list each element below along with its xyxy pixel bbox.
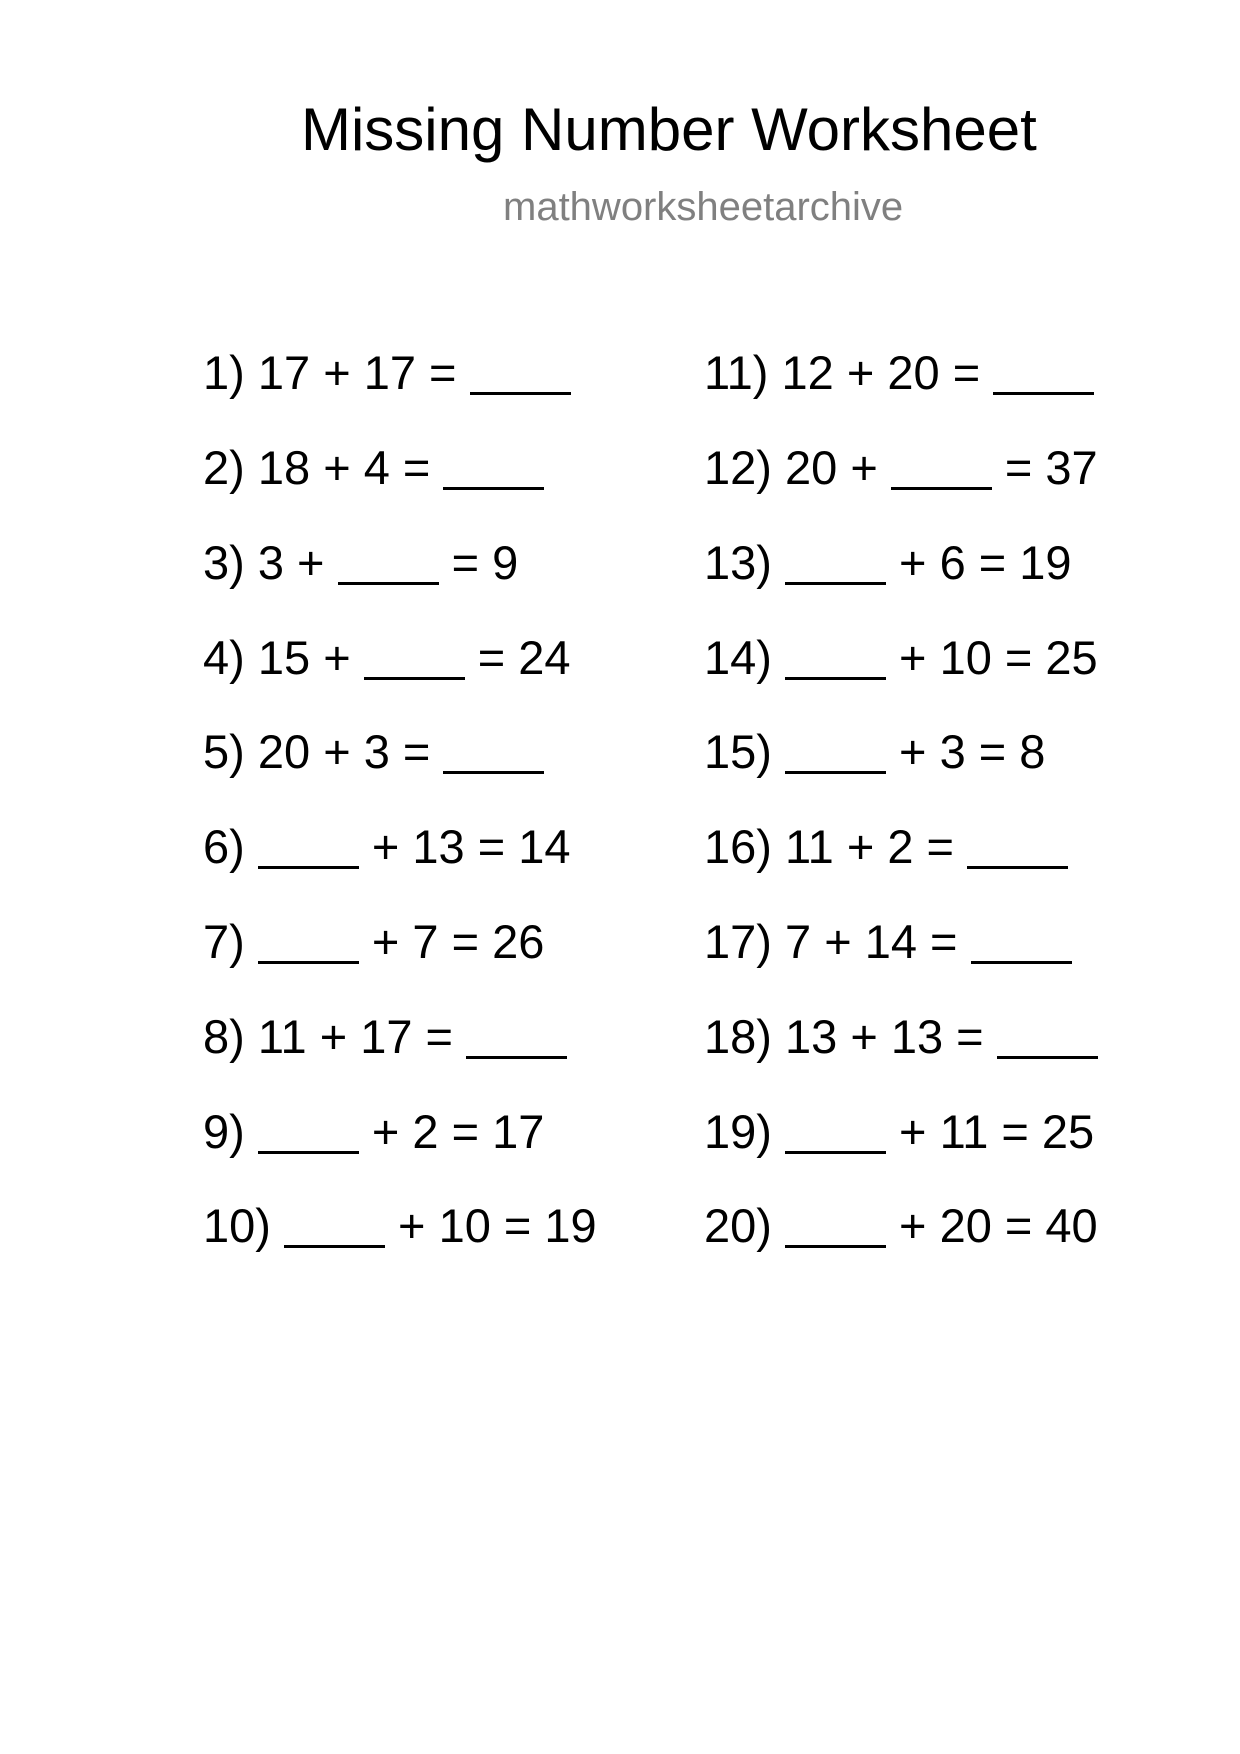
- answer-blank[interactable]: [785, 1151, 886, 1154]
- problem-number: 5): [203, 725, 245, 778]
- problem-8: 8) 11 + 17 =: [203, 1013, 567, 1060]
- answer-blank[interactable]: [443, 771, 544, 774]
- problem-9: 9) + 2 = 17: [203, 1105, 545, 1158]
- problem-12: 12) 20 + = 37: [704, 441, 1098, 494]
- problem-5: 5) 20 + 3 =: [203, 728, 544, 775]
- answer-blank[interactable]: [258, 866, 359, 869]
- answer-blank[interactable]: [258, 961, 359, 964]
- answer-blank[interactable]: [997, 1056, 1098, 1059]
- answer-blank[interactable]: [891, 487, 992, 490]
- problem-13: 13) + 6 = 19: [704, 536, 1072, 589]
- answer-blank[interactable]: [785, 582, 886, 585]
- problem-number: 4): [203, 631, 245, 684]
- problem-number: 3): [203, 536, 245, 589]
- answer-blank[interactable]: [470, 392, 571, 395]
- problem-4: 4) 15 + = 24: [203, 631, 571, 684]
- problem-number: 8): [203, 1010, 245, 1063]
- answer-blank[interactable]: [338, 582, 439, 585]
- answer-blank[interactable]: [967, 866, 1068, 869]
- problem-number: 13): [704, 536, 772, 589]
- problem-6: 6) + 13 = 14: [203, 820, 571, 873]
- problem-number: 1): [203, 346, 245, 399]
- problem-number: 16): [704, 820, 772, 873]
- problem-15: 15) + 3 = 8: [704, 725, 1046, 778]
- answer-blank[interactable]: [443, 487, 544, 490]
- problem-19: 19) + 11 = 25: [704, 1105, 1095, 1158]
- answer-blank[interactable]: [466, 1056, 567, 1059]
- answer-blank[interactable]: [785, 771, 886, 774]
- answer-blank[interactable]: [364, 677, 465, 680]
- problem-3: 3) 3 + = 9: [203, 536, 519, 589]
- problem-20: 20) + 20 = 40: [704, 1199, 1098, 1252]
- problem-14: 14) + 10 = 25: [704, 631, 1098, 684]
- problem-number: 7): [203, 915, 245, 968]
- problem-number: 12): [704, 441, 772, 494]
- answer-blank[interactable]: [785, 677, 886, 680]
- answer-blank[interactable]: [258, 1151, 359, 1154]
- problem-number: 15): [704, 725, 772, 778]
- problem-2: 2) 18 + 4 =: [203, 444, 544, 491]
- problem-number: 20): [704, 1199, 772, 1252]
- answer-blank[interactable]: [993, 392, 1094, 395]
- problem-number: 19): [704, 1105, 772, 1158]
- worksheet-title: Missing Number Worksheet: [301, 96, 1037, 163]
- answer-blank[interactable]: [284, 1245, 385, 1248]
- problem-number: 14): [704, 631, 772, 684]
- problem-7: 7) + 7 = 26: [203, 915, 545, 968]
- problem-18: 18) 13 + 13 =: [704, 1013, 1098, 1060]
- problem-number: 6): [203, 820, 245, 873]
- problem-1: 1) 17 + 17 =: [203, 349, 571, 396]
- problem-10: 10) + 10 = 19: [203, 1199, 597, 1252]
- problem-number: 18): [704, 1010, 772, 1063]
- problem-16: 16) 11 + 2 =: [704, 823, 1068, 870]
- problem-17: 17) 7 + 14 =: [704, 918, 1072, 965]
- problem-number: 11): [704, 346, 769, 399]
- problem-number: 17): [704, 915, 772, 968]
- worksheet-source: mathworksheetarchive: [503, 185, 904, 229]
- problem-number: 9): [203, 1105, 245, 1158]
- answer-blank[interactable]: [971, 961, 1072, 964]
- answer-blank[interactable]: [785, 1245, 886, 1248]
- problem-11: 11) 12 + 20 =: [704, 349, 1094, 396]
- problem-number: 10): [203, 1199, 271, 1252]
- problem-number: 2): [203, 441, 245, 494]
